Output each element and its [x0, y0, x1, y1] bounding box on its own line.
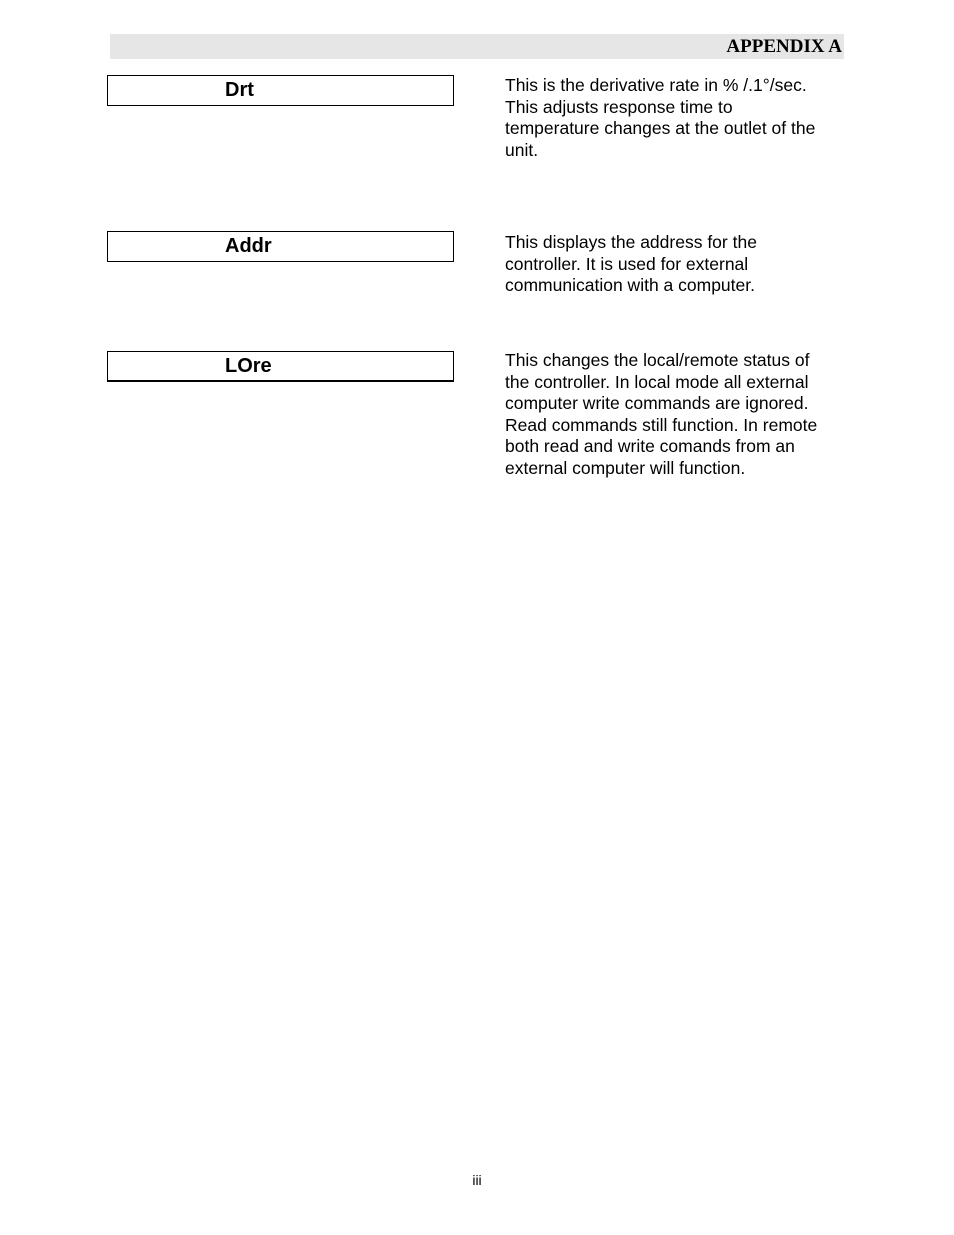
- description-line: external computer will function.: [505, 457, 746, 478]
- description-line: This changes the local/remote status of: [505, 350, 810, 370]
- description-line: communication with a computer.: [505, 275, 755, 295]
- description-line: unit.: [505, 139, 539, 160]
- param-box-addr: [107, 231, 454, 262]
- param-box-drt: [107, 75, 454, 106]
- description-line: temperature changes at the outlet of the: [505, 118, 816, 138]
- param-description-lore: [505, 350, 850, 479]
- param-description-drt: [505, 75, 850, 161]
- description-line: controller. It is used for external: [505, 253, 749, 274]
- param-label-drt: Drt: [225, 79, 254, 101]
- description-line: both read and write comands from an: [505, 436, 795, 456]
- description-line: computer write commands are ignored.: [505, 393, 809, 413]
- param-label-lore: LOre: [225, 355, 272, 377]
- param-description-addr: [505, 232, 850, 297]
- param-box-lore: [107, 351, 454, 382]
- page-number: iii: [472, 1172, 482, 1188]
- description-line: the controller. In local mode all external: [505, 371, 809, 392]
- appendix-title: APPENDIX A: [726, 36, 842, 57]
- param-label-addr: Addr: [225, 235, 272, 257]
- description-line: This is the derivative rate in % /.1°/sec.: [505, 75, 807, 95]
- appendix-header-bar: [110, 34, 844, 59]
- description-line: This adjusts response time to: [505, 96, 733, 117]
- description-line: Read commands still function. In remote: [505, 414, 818, 435]
- description-line: This displays the address for the: [505, 232, 757, 252]
